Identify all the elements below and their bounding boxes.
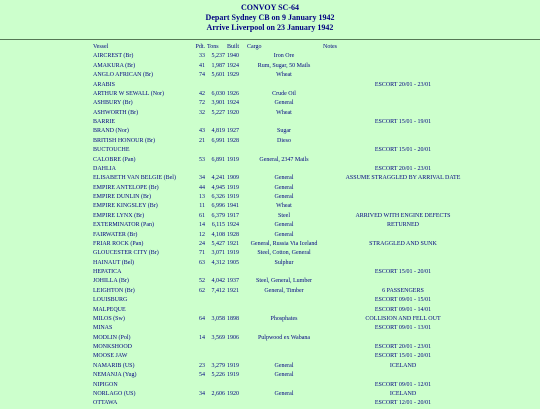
table-row: [92, 62, 484, 71]
vessel-cell: ELISABETH VAN BELGIE (Bel): [93, 175, 176, 182]
tons-cell: [206, 165, 226, 174]
table-row: [92, 165, 484, 174]
cargo-cell: Wheat: [276, 203, 292, 210]
table-row: [92, 287, 484, 296]
table-header-row: [92, 43, 484, 52]
pdt-cell: 43: [199, 128, 205, 135]
pdt-cell: [194, 165, 206, 174]
pdt-cell: 54: [199, 372, 205, 379]
cargo-cell: [246, 165, 322, 174]
tons-cell: [206, 296, 226, 305]
vessel-cell: JOHILLA (Br): [93, 278, 129, 285]
table-row: [92, 399, 484, 408]
built-cell: [226, 324, 246, 333]
depart-line: Depart Sydney CB on 9 January 1942: [205, 13, 335, 22]
tons-cell: 4,312: [211, 259, 225, 266]
column-header-vessel: Vessel: [93, 44, 109, 50]
pdt-cell: 21: [199, 137, 205, 144]
cargo-cell: General: [274, 231, 294, 238]
tons-cell: [206, 81, 226, 90]
vessel-cell: FAIRWATER (Br): [93, 231, 138, 238]
column-header-tons: Tons: [207, 44, 219, 50]
pdt-cell: 41: [199, 62, 205, 69]
built-cell: 1924: [227, 222, 239, 229]
pdt-cell: [194, 81, 206, 90]
vessel-cell: BUCTOUCHE: [93, 147, 130, 154]
tons-cell: 4,819: [211, 128, 225, 135]
table-row: [92, 137, 484, 146]
notes-cell: ESCORT 15/01 - 20/01: [374, 269, 432, 275]
table-body: [92, 52, 484, 408]
tons-cell: 6,326: [211, 194, 225, 200]
table-row: [92, 268, 484, 277]
vessel-cell: NAMARIB (US): [93, 362, 135, 369]
pdt-cell: 61: [199, 212, 205, 219]
built-cell: 1928: [227, 137, 239, 144]
notes-cell: ESCORT 12/01 - 20/01: [374, 400, 432, 407]
vessel-cell: MINAS: [93, 325, 113, 332]
pdt-cell: 14: [199, 222, 205, 229]
pdt-cell: 64: [199, 315, 205, 322]
tons-cell: 6,996: [211, 203, 225, 210]
notes-cell: RETURNED: [387, 222, 419, 229]
column-header-notes: Notes: [323, 44, 337, 50]
built-cell: 1924: [227, 62, 239, 69]
cargo-cell: [246, 399, 322, 408]
pdt-cell: 24: [199, 240, 205, 247]
notes-cell: [322, 249, 484, 258]
tons-cell: 4,945: [211, 184, 225, 191]
vessel-cell: ARTHUR W SEWALL (Nor): [93, 90, 165, 97]
cargo-cell: Steel: [278, 212, 290, 219]
tons-cell: 6,030: [211, 90, 225, 97]
table-row: [92, 343, 484, 352]
pdt-cell: [194, 343, 206, 352]
pdt-cell: [194, 146, 206, 155]
vessel-cell: MILOS (Sw): [93, 315, 125, 322]
cargo-cell: General: [274, 362, 294, 369]
pdt-cell: 14: [199, 334, 205, 341]
vessel-cell: MOOSE JAW: [93, 353, 128, 360]
built-cell: 1920: [227, 390, 239, 397]
vessel-cell: EMPIRE LYNX (Br): [93, 212, 145, 219]
built-cell: 1921: [227, 287, 239, 294]
vessel-cell: FRIAR ROCK (Pan): [93, 240, 144, 247]
built-cell: 1905: [227, 259, 239, 266]
built-cell: [226, 381, 246, 390]
notes-cell: [322, 127, 484, 136]
built-cell: [226, 352, 246, 361]
cargo-cell: [246, 81, 322, 90]
table-row: [92, 99, 484, 108]
cargo-cell: Steel, Cotton, General: [257, 250, 311, 257]
notes-cell: [322, 62, 484, 71]
cargo-cell: Wheat: [276, 109, 292, 116]
tons-cell: 3,071: [211, 250, 225, 257]
cargo-cell: [246, 352, 322, 361]
table-row: [92, 362, 484, 371]
vessel-cell: HAINAUT (Bel): [93, 259, 135, 266]
cargo-cell: General: [274, 184, 294, 191]
vessel-cell: ASHBURY (Br): [93, 100, 133, 107]
notes-cell: ASSUME STRAGGLED BY ARRIVAL DATE: [345, 175, 461, 182]
notes-cell: ESCORT 15/01 - 20/01: [374, 147, 432, 154]
table-row: [92, 315, 484, 324]
tons-cell: 1,987: [211, 62, 225, 69]
column-header-pdt: Pdt.: [195, 44, 205, 50]
cargo-cell: [246, 268, 322, 277]
vessel-cell: ARABIS: [93, 81, 116, 88]
table-row: [92, 231, 484, 240]
built-cell: 1898: [227, 315, 239, 322]
vessel-cell: LOUISBURG: [93, 297, 128, 304]
tons-cell: [206, 324, 226, 333]
cargo-cell: Iron Ore: [273, 53, 295, 60]
vessel-cell: NIPIGON: [93, 381, 118, 388]
column-header-built: Built: [227, 44, 240, 50]
pdt-cell: [194, 306, 206, 315]
tons-cell: [206, 146, 226, 155]
vessel-cell: GLOUCESTER CITY (Br): [93, 250, 159, 257]
cargo-cell: General: [274, 390, 294, 397]
vessel-cell: EMPIRE DUNLIN (Br): [93, 194, 151, 200]
built-cell: 1919: [227, 362, 239, 369]
notes-cell: [322, 371, 484, 380]
vessel-cell: MONKSHOOD: [93, 344, 133, 350]
vessel-cell: BRAND (Nor): [93, 128, 129, 135]
built-cell: 1919: [227, 372, 239, 379]
cargo-cell: Phosphates: [270, 315, 298, 322]
built-cell: 1927: [227, 128, 239, 135]
table-row: [92, 306, 484, 315]
built-cell: 1924: [227, 100, 239, 107]
table-row: [92, 193, 484, 202]
pdt-cell: 32: [199, 109, 205, 116]
table-row: [92, 240, 484, 249]
tons-cell: 6,991: [211, 137, 225, 144]
tons-cell: 3,279: [211, 362, 225, 369]
notes-cell: [322, 90, 484, 99]
notes-cell: [322, 109, 484, 118]
vessel-cell: BRITISH HONOUR (Br): [93, 137, 155, 144]
built-cell: 1926: [227, 90, 239, 97]
cargo-cell: Rum, Sugar, 50 Mails: [257, 62, 311, 69]
arrive-line: Arrive Liverpool on 23 January 1942: [206, 23, 334, 32]
vessel-cell: ASHWORTH (Br): [93, 109, 139, 116]
tons-cell: 4,241: [211, 175, 225, 182]
notes-cell: [322, 277, 484, 286]
vessel-cell: AMAKURA (Br): [93, 62, 136, 69]
tons-cell: 4,042: [211, 278, 225, 285]
pdt-cell: 52: [199, 278, 205, 285]
table-row: [92, 146, 484, 155]
built-cell: [226, 268, 246, 277]
table-row: [92, 212, 484, 221]
vessel-cell: MALPEQUE: [93, 306, 126, 313]
pdt-cell: 72: [199, 100, 205, 107]
pdt-cell: 62: [199, 287, 205, 294]
pdt-cell: 33: [199, 53, 205, 60]
vessel-cell: AIRCREST (Br): [93, 53, 134, 60]
cargo-cell: General: [274, 372, 294, 379]
built-cell: 1929: [227, 72, 239, 79]
tons-cell: 7,412: [211, 287, 225, 294]
pdt-cell: 63: [199, 259, 205, 266]
cargo-cell: Crude Oil: [272, 90, 296, 97]
notes-cell: ESCORT 09/01 - 13/01: [374, 325, 432, 332]
pdt-cell: 11: [199, 203, 205, 210]
vessel-cell: EMPIRE ANTELOPE (Br): [93, 184, 159, 191]
column-header-cargo: Cargo: [247, 44, 262, 50]
cargo-cell: General, Timber: [264, 287, 304, 294]
page-title: CONVOY SC-64: [241, 3, 299, 12]
notes-cell: ESCORT 20/01 - 23/01: [374, 344, 432, 350]
notes-cell: [322, 231, 484, 240]
built-cell: 1937: [227, 278, 239, 285]
table-row: [92, 202, 484, 211]
tons-cell: 5,226: [211, 372, 225, 379]
table-row: [92, 52, 484, 61]
vessel-cell: ANGLO AFRICAN (Br): [93, 72, 153, 79]
cargo-cell: General: [274, 175, 294, 182]
pdt-cell: 12: [199, 231, 205, 238]
pdt-cell: 23: [199, 362, 205, 369]
built-cell: [226, 399, 246, 408]
tons-cell: 5,601: [211, 72, 225, 79]
notes-cell: ESCORT 09/01 - 12/01: [374, 381, 432, 388]
vessel-cell: LEIGHTON (Br): [93, 287, 135, 294]
tons-cell: 6,379: [211, 212, 225, 219]
table-row: [92, 71, 484, 80]
vessel-cell: DAHLIA: [93, 165, 116, 172]
pdt-cell: [194, 296, 206, 305]
convoy-table: [92, 43, 484, 409]
pdt-cell: [194, 381, 206, 390]
table-row: [92, 334, 484, 343]
notes-cell: [322, 259, 484, 268]
vessel-cell: NEMANJA (Yug): [93, 372, 137, 379]
table-row: [92, 259, 484, 268]
pdt-cell: 34: [199, 390, 205, 397]
pdt-cell: [194, 118, 206, 127]
tons-cell: 4,108: [211, 231, 225, 238]
notes-cell: [322, 71, 484, 80]
pdt-cell: 42: [199, 90, 205, 97]
notes-cell: [322, 334, 484, 343]
tons-cell: [206, 306, 226, 315]
built-cell: 1921: [227, 240, 239, 247]
tons-cell: 3,058: [211, 315, 225, 322]
vessel-cell: CALOBRE (Pan): [93, 156, 136, 163]
built-cell: [226, 146, 246, 155]
notes-cell: ICELAND: [389, 390, 417, 397]
notes-cell: COLLISION AND FELL OUT: [365, 315, 441, 322]
notes-cell: STRAGGLED AND SUNK: [369, 240, 437, 247]
cargo-cell: Wheat: [276, 72, 292, 79]
built-cell: 1920: [227, 109, 239, 116]
table-row: [92, 184, 484, 193]
table-row: [92, 90, 484, 99]
table-row: [92, 324, 484, 333]
notes-cell: [322, 202, 484, 211]
tons-cell: [206, 268, 226, 277]
cargo-cell: Pulpwood ex Wabana: [257, 334, 311, 341]
pdt-cell: 13: [199, 194, 205, 200]
table-row: [92, 249, 484, 258]
table-row: [92, 371, 484, 380]
notes-cell: [322, 193, 484, 202]
built-cell: [226, 306, 246, 315]
vessel-cell: NORLAGO (US): [93, 390, 136, 397]
notes-cell: ESCORT 20/01 - 23/01: [374, 81, 432, 88]
tons-cell: 3,901: [211, 100, 225, 107]
table-row: [92, 174, 484, 183]
tons-cell: 2,606: [211, 390, 225, 397]
header-divider: [0, 39, 540, 40]
pdt-cell: [194, 352, 206, 361]
built-cell: [226, 296, 246, 305]
built-cell: 1928: [227, 231, 239, 238]
cargo-cell: General, 2347 Mails: [259, 156, 309, 163]
vessel-cell: BARRIE: [93, 119, 116, 125]
tons-cell: 3,569: [211, 334, 225, 341]
vessel-cell: HEPATICA: [93, 269, 122, 275]
pdt-cell: [194, 268, 206, 277]
tons-cell: [206, 352, 226, 361]
pdt-cell: 53: [199, 156, 205, 163]
cargo-cell: Dieso: [277, 137, 291, 144]
notes-cell: [322, 99, 484, 108]
pdt-cell: 44: [199, 184, 205, 191]
table-row: [92, 156, 484, 165]
built-cell: 1940: [227, 53, 239, 60]
built-cell: [226, 165, 246, 174]
cargo-cell: General: [274, 222, 294, 229]
table-row: [92, 381, 484, 390]
built-cell: 1919: [227, 194, 239, 200]
tons-cell: 5,227: [211, 109, 225, 116]
cargo-cell: Steel, General, Lumber: [256, 278, 312, 285]
pdt-cell: 34: [199, 175, 205, 182]
cargo-cell: [246, 381, 322, 390]
table-row: [92, 221, 484, 230]
tons-cell: 6,115: [211, 222, 225, 229]
table-row: [92, 81, 484, 90]
tons-cell: 6,891: [211, 156, 225, 163]
vessel-cell: EXTERMINATOR (Pan): [93, 222, 155, 229]
table-row: [92, 109, 484, 118]
tons-cell: [206, 343, 226, 352]
built-cell: 1941: [227, 203, 239, 210]
table-row: [92, 277, 484, 286]
pdt-cell: [194, 399, 206, 408]
tons-cell: [206, 118, 226, 127]
cargo-cell: General: [274, 100, 294, 107]
notes-cell: ESCORT 09/01 - 14/01: [374, 306, 432, 313]
built-cell: 1906: [227, 334, 239, 341]
notes-cell: [322, 52, 484, 61]
page-header: [0, 0, 540, 33]
table-row: [92, 118, 484, 127]
cargo-cell: General, Russia Via Iceland: [250, 240, 318, 247]
notes-cell: [322, 184, 484, 193]
built-cell: 1919: [227, 184, 239, 191]
pdt-cell: 74: [199, 72, 205, 79]
notes-cell: ESCORT 09/01 - 15/01: [374, 297, 432, 304]
cargo-cell: [246, 296, 322, 305]
cargo-cell: [246, 324, 322, 333]
built-cell: 1917: [227, 212, 239, 219]
table-row: [92, 352, 484, 361]
cargo-cell: General: [274, 194, 294, 200]
cargo-cell: Sugar: [277, 128, 291, 135]
table-row: [92, 127, 484, 136]
notes-cell: 6 PASSENGERS: [382, 287, 424, 294]
tons-cell: 5,237: [211, 53, 225, 60]
table-row: [92, 390, 484, 399]
vessel-cell: MODLIN (Pol): [93, 334, 131, 341]
notes-cell: ESCORT 15/01 - 20/01: [374, 353, 432, 360]
built-cell: 1909: [227, 175, 239, 182]
built-cell: [226, 343, 246, 352]
cargo-cell: Sulphur: [274, 259, 294, 266]
tons-cell: [206, 381, 226, 390]
cargo-cell: [246, 146, 322, 155]
cargo-cell: [246, 306, 322, 315]
cargo-cell: [246, 343, 322, 352]
notes-cell: [322, 156, 484, 165]
notes-cell: ESCORT 15/01 - 19/01: [374, 119, 432, 125]
cargo-cell: [246, 118, 322, 127]
built-cell: 1919: [227, 250, 239, 257]
notes-cell: [322, 137, 484, 146]
notes-cell: ICELAND: [389, 362, 417, 369]
built-cell: 1919: [227, 156, 239, 163]
notes-cell: ARRIVED WITH ENGINE DEFECTS: [355, 212, 451, 219]
vessel-cell: EMPIRE KINGSLEY (Br): [93, 203, 158, 210]
pdt-cell: 71: [199, 250, 205, 257]
built-cell: [226, 118, 246, 127]
tons-cell: [206, 399, 226, 408]
notes-cell: ESCORT 20/01 - 23/01: [374, 165, 432, 172]
built-cell: [226, 81, 246, 90]
pdt-cell: [194, 324, 206, 333]
table-row: [92, 296, 484, 305]
vessel-cell: OTTAWA: [93, 400, 118, 407]
tons-cell: 5,427: [211, 240, 225, 247]
